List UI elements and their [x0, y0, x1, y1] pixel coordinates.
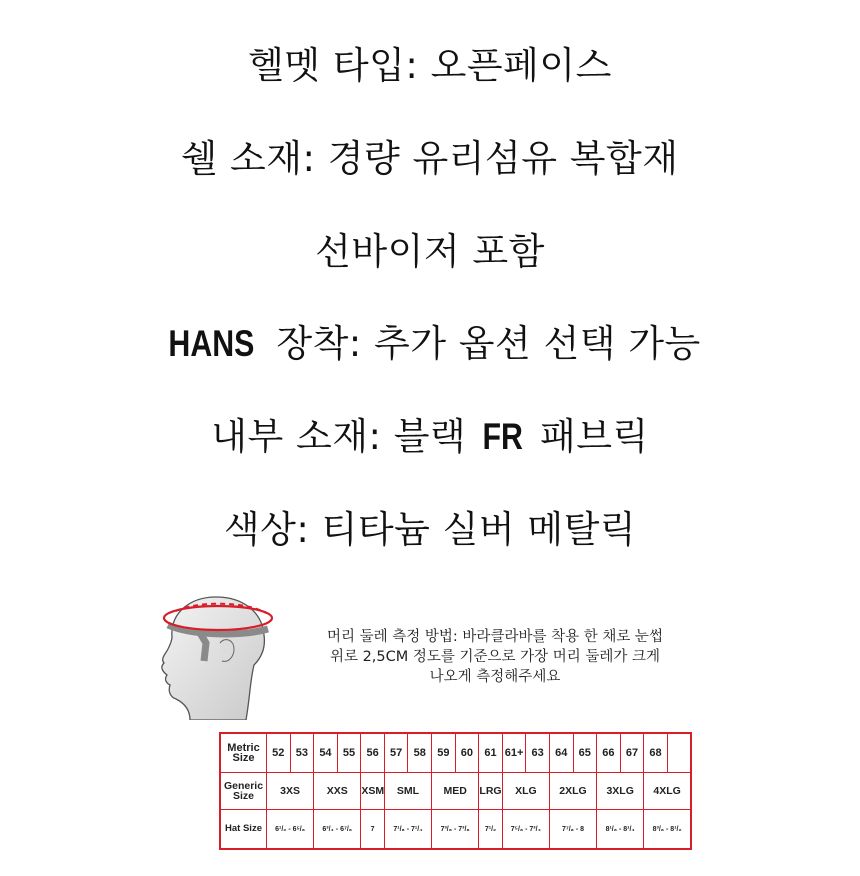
- spec-text: 장착: 추가 옵션 선택 가능: [264, 322, 701, 365]
- hat-size-row: [220, 810, 691, 850]
- hat-size-cell: 7³/₈ - 7³/₈: [432, 810, 479, 850]
- spec-text: 헬멧 타입: 오픈페이스: [248, 44, 612, 87]
- hat-size-cell: 7¹/₈ - 7¹/₄: [384, 810, 431, 850]
- metric-size-cell: 59: [432, 733, 456, 773]
- generic-size-row: [220, 773, 691, 810]
- metric-size-cell: 55: [337, 733, 361, 773]
- metric-size-cell: 57: [384, 733, 408, 773]
- spec-color: [0, 508, 860, 552]
- hat-size-cell: 6³/₄ - 6⁷/₈: [314, 810, 361, 850]
- hat-size-cell: 6¹/₂ - 6⁵/₈: [267, 810, 314, 850]
- spec-text: 쉘 소재: 경량 유리섬유 복합재: [181, 137, 679, 180]
- head-measure-icon: [150, 585, 280, 720]
- spec-shell-material: [0, 137, 860, 181]
- spec-bold-text: HANS: [168, 323, 255, 364]
- generic-size-cell: 4XLG: [644, 773, 691, 810]
- spec-text: 패브릭: [527, 415, 649, 458]
- spec-text: 선바이저 포함: [315, 230, 545, 273]
- metric-size-cell: 63: [526, 733, 550, 773]
- generic-size-cell: LRG: [479, 773, 503, 810]
- metric-size-cell: 61+: [502, 733, 526, 773]
- hat-size-cell: 7⁵/₈ - 7³/₄: [502, 810, 549, 850]
- hat-size-cell: 7: [361, 810, 385, 850]
- spec-text: 내부 소재: 블랙: [211, 415, 479, 458]
- row-header-hat: Hat Size: [220, 810, 267, 850]
- spec-helmet-type: [0, 44, 860, 88]
- metric-size-cell: 52: [267, 733, 291, 773]
- spec-sun-visor: [0, 230, 860, 274]
- row-header-metric: Metric Size: [220, 733, 267, 773]
- metric-size-cell: 68: [644, 733, 668, 773]
- metric-size-cell: 67: [620, 733, 644, 773]
- metric-size-cell: 61: [479, 733, 503, 773]
- metric-size-cell: 65: [573, 733, 597, 773]
- generic-size-cell: 2XLG: [549, 773, 596, 810]
- generic-size-cell: 3XS: [267, 773, 314, 810]
- spec-liner-material: [0, 415, 860, 459]
- spec-hans: [0, 322, 860, 366]
- metric-size-cell: 56: [361, 733, 385, 773]
- generic-size-cell: MED: [432, 773, 479, 810]
- hat-size-cell: 7⁷/₈ - 8: [549, 810, 596, 850]
- generic-size-cell: XXS: [314, 773, 361, 810]
- metric-size-cell: 64: [549, 733, 573, 773]
- generic-size-cell: 3XLG: [597, 773, 644, 810]
- hat-size-cell: 8¹/₈ - 8¹/₄: [597, 810, 644, 850]
- metric-size-cell: 54: [314, 733, 338, 773]
- measurement-instructions: 머리 둘레 측정 방법: 바라클라바를 착용 한 채로 눈썹 위로 2,5CM 정도를 기준으로 가장 머리 둘레가 크게 나오게 측정해주세요: [327, 629, 663, 685]
- metric-size-row: [220, 733, 691, 773]
- hat-size-cell: 8³/₈ - 8¹/₂: [644, 810, 691, 850]
- metric-size-cell: 66: [597, 733, 621, 773]
- metric-size-cell: 60: [455, 733, 479, 773]
- row-header-generic: Generic Size: [220, 773, 267, 810]
- generic-size-cell: XLG: [502, 773, 549, 810]
- generic-size-cell: XSM: [361, 773, 385, 810]
- spec-text: 색상: 티타늄 실버 메탈릭: [223, 508, 637, 551]
- metric-size-cell: 53: [290, 733, 314, 773]
- metric-size-cell: 58: [408, 733, 432, 773]
- spec-bold-text: FR: [482, 416, 524, 457]
- hat-size-cell: 7¹/₂: [479, 810, 503, 850]
- size-chart-table: [219, 732, 692, 850]
- generic-size-cell: SML: [384, 773, 431, 810]
